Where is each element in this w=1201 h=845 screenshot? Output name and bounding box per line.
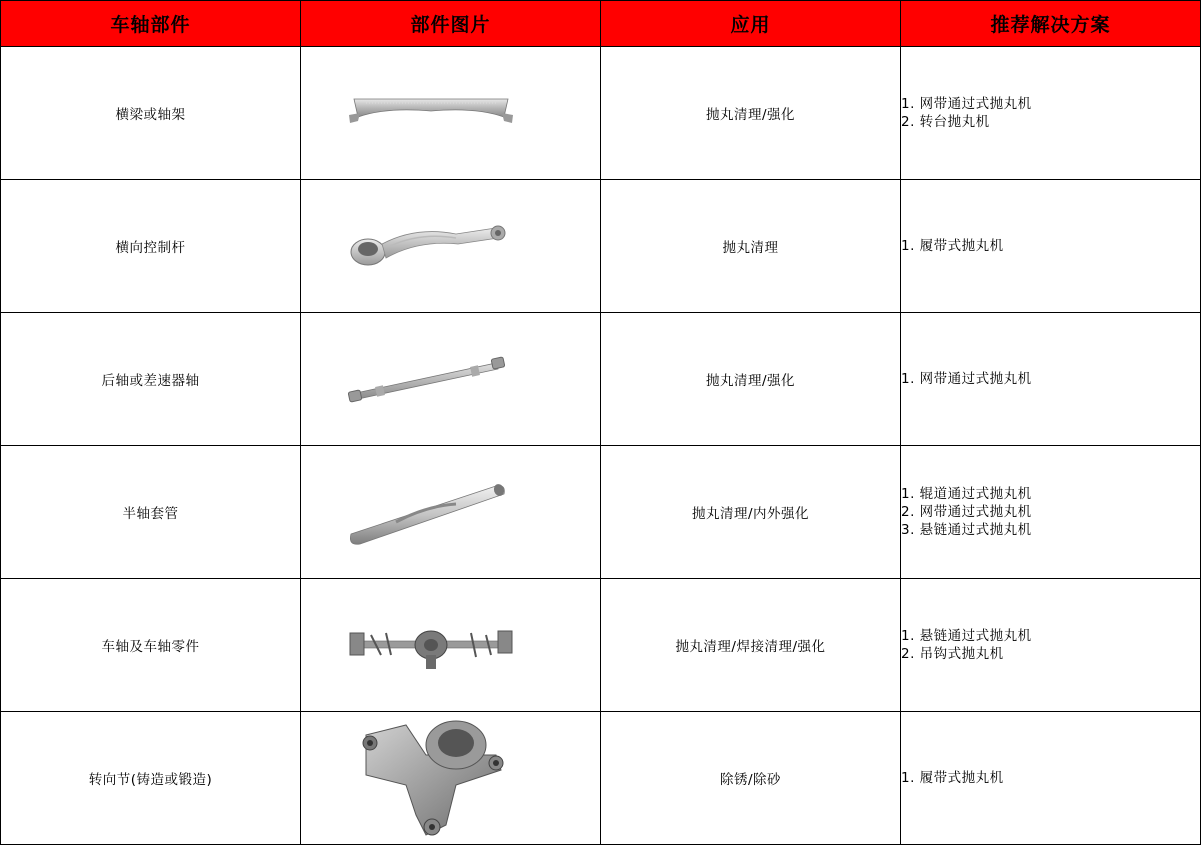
part-image-cell: [301, 47, 601, 180]
application: 抛丸清理/强化: [601, 313, 901, 446]
crossbeam-image: [346, 93, 600, 133]
table-row: [1, 579, 1201, 712]
axle-assembly-image: [346, 615, 600, 675]
steering-knuckle-image: [346, 715, 600, 841]
part-name: 转向节(铸造或锻造): [1, 712, 301, 845]
application: 抛丸清理: [601, 180, 901, 313]
application: 抛丸清理/焊接清理/强化: [601, 579, 901, 712]
solution-list: [901, 712, 1201, 845]
table-row: [1, 47, 1201, 180]
solution-item: 1. 履带式抛丸机: [901, 770, 1004, 786]
lateral-control-arm-image: [346, 216, 600, 276]
solution-item: 2. 网带通过式抛丸机: [901, 504, 1032, 520]
part-name: 横梁或轴架: [1, 47, 301, 180]
solution-item: 1. 悬链通过式抛丸机: [901, 628, 1032, 644]
part-name: 横向控制杆: [1, 180, 301, 313]
part-name: 车轴及车轴零件: [1, 579, 301, 712]
solution-item: 1. 网带通过式抛丸机: [901, 96, 1032, 112]
solution-item: 2. 转台抛丸机: [901, 114, 990, 130]
header-image: 部件图片: [301, 1, 601, 47]
application: 抛丸清理/内外强化: [601, 446, 901, 579]
part-image-cell: [301, 712, 601, 845]
table-row: [1, 712, 1201, 845]
application: 除锈/除砂: [601, 712, 901, 845]
part-image-cell: [301, 446, 601, 579]
header-application: 应用: [601, 1, 901, 47]
table-row: [1, 313, 1201, 446]
axle-housing-tube-image: [346, 472, 600, 552]
part-image-cell: [301, 180, 601, 313]
solution-item: 1. 网带通过式抛丸机: [901, 371, 1032, 387]
solution-item: 1. 履带式抛丸机: [901, 238, 1004, 254]
part-image-cell: [301, 579, 601, 712]
table-row: [1, 446, 1201, 579]
solution-item: 2. 吊钩式抛丸机: [901, 646, 1004, 662]
solution-list: [901, 180, 1201, 313]
rear-axle-shaft-image: [346, 349, 600, 409]
solution-list: [901, 579, 1201, 712]
part-image-cell: [301, 313, 601, 446]
header-solution: 推荐解决方案: [901, 1, 1201, 47]
solution-list: [901, 446, 1201, 579]
solution-list: [901, 313, 1201, 446]
application: 抛丸清理/强化: [601, 47, 901, 180]
solution-list: [901, 47, 1201, 180]
part-name: 后轴或差速器轴: [1, 313, 301, 446]
solution-item: 3. 悬链通过式抛丸机: [901, 522, 1032, 538]
table-row: [1, 180, 1201, 313]
part-name: 半轴套管: [1, 446, 301, 579]
solution-item: 1. 辊道通过式抛丸机: [901, 486, 1032, 502]
header-row: [1, 1, 1201, 47]
header-part: 车轴部件: [1, 1, 301, 47]
